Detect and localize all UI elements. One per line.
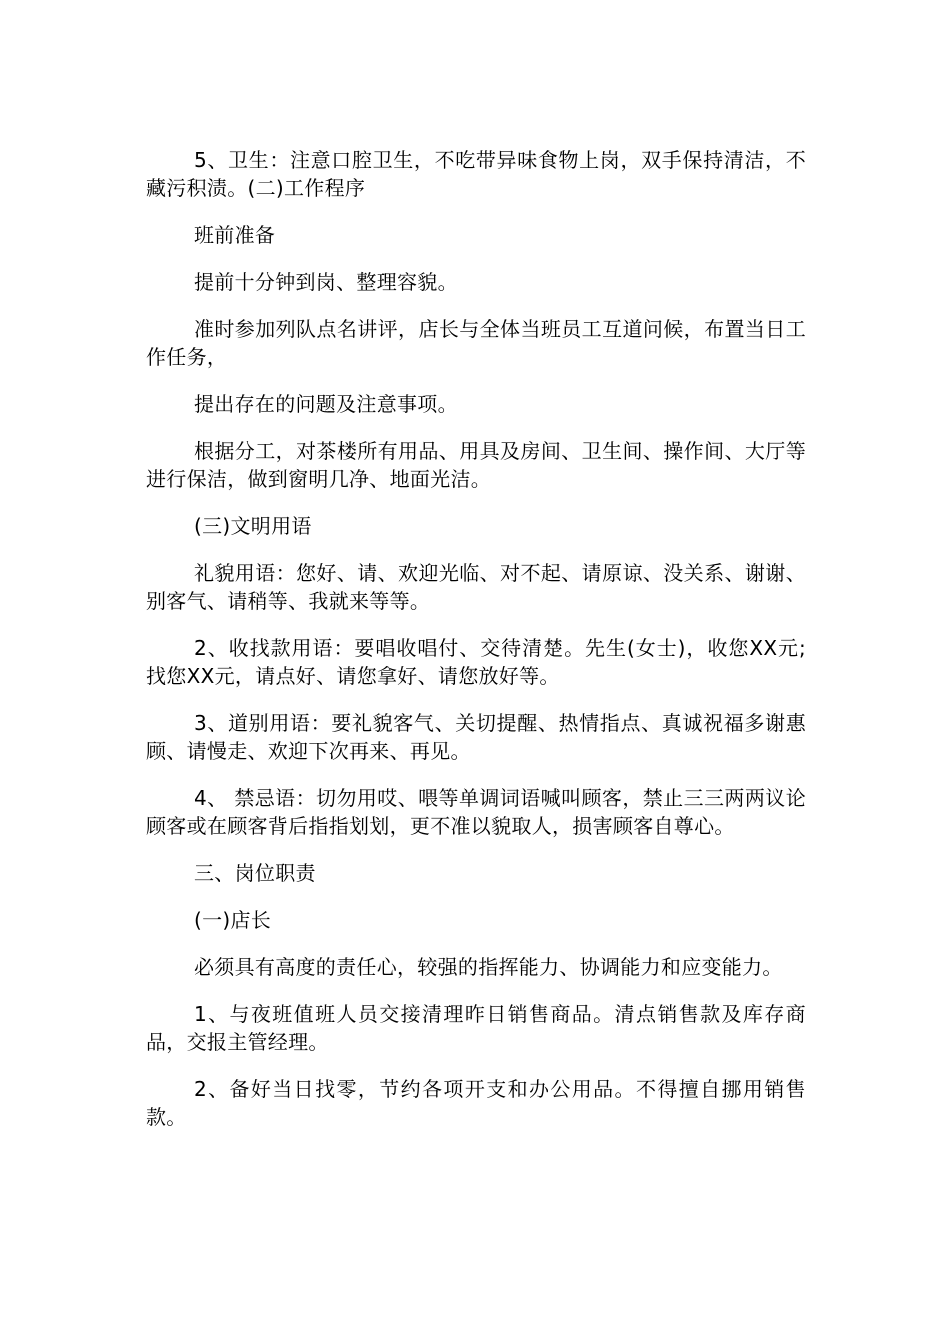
document-body	[146, 146, 806, 1150]
paragraph-payment-language: 2、收找款用语：要唱收唱付、交待清楚。先生(女士)，收您XX元;找您XX元，请点好、请您拿好、请您放好等。	[146, 636, 806, 688]
subsection-heading-manager: (一)店长	[194, 908, 272, 932]
paragraph-hygiene: 5、卫生：注意口腔卫生，不吃带异味食物上岗，双手保持清洁，不藏污积渍。(二)工作程序	[146, 148, 806, 200]
paragraph-cleaning: 根据分工，对茶楼所有用品、用具及房间、卫生间、操作间、大厅等进行保洁，做到窗明几净、地面光洁。	[146, 439, 806, 491]
paragraph-change-preparation: 2、备好当日找零，节约各项开支和办公用品。不得擅自挪用销售款。	[146, 1077, 806, 1129]
section-heading-job-duties: 三、岗位职责	[194, 861, 316, 885]
paragraph-polite-language: 礼貌用语：您好、请、欢迎光临、对不起、请原谅、没关系、谢谢、别客气、请稍等、我就来等等。	[146, 561, 806, 613]
section-heading-civil-language: (三)文明用语	[194, 514, 312, 538]
paragraph-pre-shift-prep: 班前准备	[194, 223, 276, 247]
paragraph-roll-call: 准时参加列队点名讲评，店长与全体当班员工互道问候，布置当日工作任务，	[146, 317, 806, 369]
paragraph-arrive-early: 提前十分钟到岗、整理容貌。	[194, 270, 458, 294]
paragraph-responsibility: 必须具有高度的责任心，较强的指挥能力、协调能力和应变能力。	[194, 955, 783, 979]
paragraph-raise-issues: 提出存在的问题及注意事项。	[194, 392, 458, 416]
paragraph-taboo-language: 4、 禁忌语：切勿用哎、喂等单调词语喊叫顾客，禁止三三两两议论顾客或在顾客背后指指划划，更不准以貌取人，损害顾客自尊心。	[146, 786, 806, 838]
paragraph-farewell-language: 3、道别用语：要礼貌客气、关切提醒、热情指点、真诚祝福多谢惠顾、请慢走、欢迎下次再来、再见。	[146, 711, 806, 763]
paragraph-handover: 1、与夜班值班人员交接清理昨日销售商品。清点销售款及库存商品，交报主管经理。	[146, 1002, 806, 1054]
